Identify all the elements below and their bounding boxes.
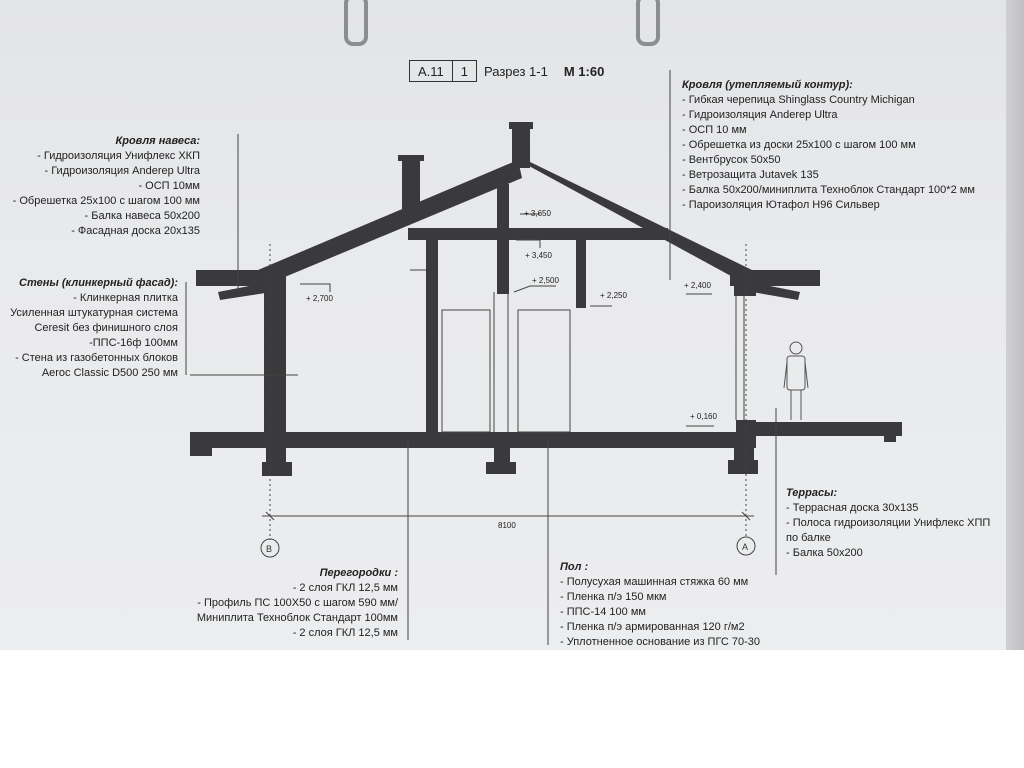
note-line: - Гибкая черепица Shinglass Country Michigan [682, 94, 915, 106]
note-line: - Террасная доска 30х135 [786, 502, 919, 514]
level-3650: + 3,650 [524, 209, 551, 218]
floor-slab [190, 432, 756, 448]
note-line: - Уплотненное основание из ПГС 70-30 [560, 636, 761, 648]
foundation-center [494, 448, 510, 464]
note-line: Aeroc Classic D500 250 мм [41, 367, 178, 379]
note-line: - Гидроизоляция Anderep Ultra [44, 165, 200, 177]
section-name: Разрез 1-1 [484, 63, 548, 79]
collar-tie [408, 228, 668, 240]
note-walls [10, 276, 178, 381]
note-line: - Обрешетка из доски 25х100 с шагом 100 мм [682, 139, 916, 151]
wall-left [264, 282, 286, 432]
floor-step-left [190, 444, 212, 456]
note-line: - 2 слоя ГКЛ 12,5 мм [292, 627, 398, 639]
level-2400: + 2,400 [684, 281, 711, 290]
chimney-center-cap [509, 122, 533, 129]
level-2250: + 2,250 [600, 291, 627, 300]
axis-a: А [742, 542, 749, 552]
door-2 [518, 310, 570, 432]
note-partitions-heading: Перегородки : [319, 567, 398, 579]
terrace-step [884, 434, 896, 442]
partition-2 [576, 236, 586, 308]
axis-b: В [266, 544, 273, 554]
note-line: - Пленка п/э армированная 120 г/м2 [560, 621, 745, 633]
note-line: - Обрешетка 25х100 с шагом 100 мм [12, 195, 200, 207]
human-figure [784, 342, 808, 420]
note-line: Миниплита Техноблок Стандарт 100мм [196, 612, 398, 624]
note-line: - Балка навеса 50х200 [84, 210, 200, 222]
door-1 [442, 310, 490, 432]
note-canopy-roof-heading: Кровля навеса: [115, 135, 200, 147]
note-walls-heading: Стены (клинкерный фасад): [19, 277, 178, 289]
note-line: - Полусухая машинная стяжка 60 мм [560, 576, 749, 588]
roof-slope-left [258, 160, 522, 284]
level-0160: + 0,160 [690, 412, 717, 421]
note-roof-heading: Кровля (утепляемый контур): [682, 79, 853, 91]
note-partitions [197, 566, 398, 641]
note-terrace [786, 486, 990, 561]
note-canopy-roof [13, 134, 200, 239]
foundation-left-base [262, 462, 292, 476]
level-2500: + 2,500 [532, 276, 559, 285]
note-line: - Клинкерная плитка [73, 292, 178, 304]
terrace-deck [756, 422, 902, 436]
note-line: - Фасадная доска 20х135 [71, 225, 200, 237]
note-line: - Балка 50х200 [786, 547, 863, 559]
foundation-center-base [486, 462, 516, 474]
note-line: - Пароизоляция Ютафол Н96 Сильвер [682, 199, 880, 211]
section-number: 1 [452, 60, 477, 82]
foundation-right-base [728, 460, 758, 474]
chimney-left-cap [398, 155, 424, 161]
dimension-8100: 8100 [498, 521, 516, 530]
note-line: - Полоса гидроизоляции Унифлекс ХПП [786, 517, 991, 529]
note-floor [560, 560, 760, 650]
note-line: Усиленная штукатурная система [10, 307, 178, 319]
note-line: - Гидроизоляция Anderep Ultra [682, 109, 838, 121]
note-line: - Вентбрусок 50х50 [682, 154, 781, 166]
level-3450: + 3,450 [525, 251, 552, 260]
wall-right [734, 282, 756, 296]
note-line: - Гидроизоляция Унифлекс ХКП [37, 150, 200, 162]
note-line: - Балка 50х200/миниплита Техноблок Стандарт 100*2 мм [682, 184, 975, 196]
sheet-code: А.11 [409, 60, 453, 82]
partition-1 [426, 236, 438, 432]
note-line: - ОСП 10мм [138, 180, 200, 192]
note-terrace-heading: Террасы: [786, 487, 838, 499]
note-line: - Ветрозащита Jutavek 135 [682, 169, 819, 181]
note-line: по балке [786, 532, 831, 544]
drawing-scale: М 1:60 [563, 63, 605, 79]
note-line: - ППС-14 100 мм [560, 606, 646, 618]
note-line: - Профиль ПС 100Х50 с шагом 590 мм/ [197, 597, 398, 609]
note-roof [682, 78, 975, 213]
level-2700: + 2,700 [306, 294, 333, 303]
note-line: - Пленка п/э 150 мкм [560, 591, 667, 603]
note-floor-heading: Пол : [560, 561, 589, 573]
note-line: Ceresit без финишного слоя [34, 322, 178, 334]
note-line: -ППС-16ф 100мм [89, 337, 178, 349]
note-line: - ОСП 10 мм [682, 124, 747, 136]
note-line: - Стена из газобетонных блоков [15, 352, 178, 364]
note-line: - 2 слоя ГКЛ 12,5 мм [292, 582, 398, 594]
